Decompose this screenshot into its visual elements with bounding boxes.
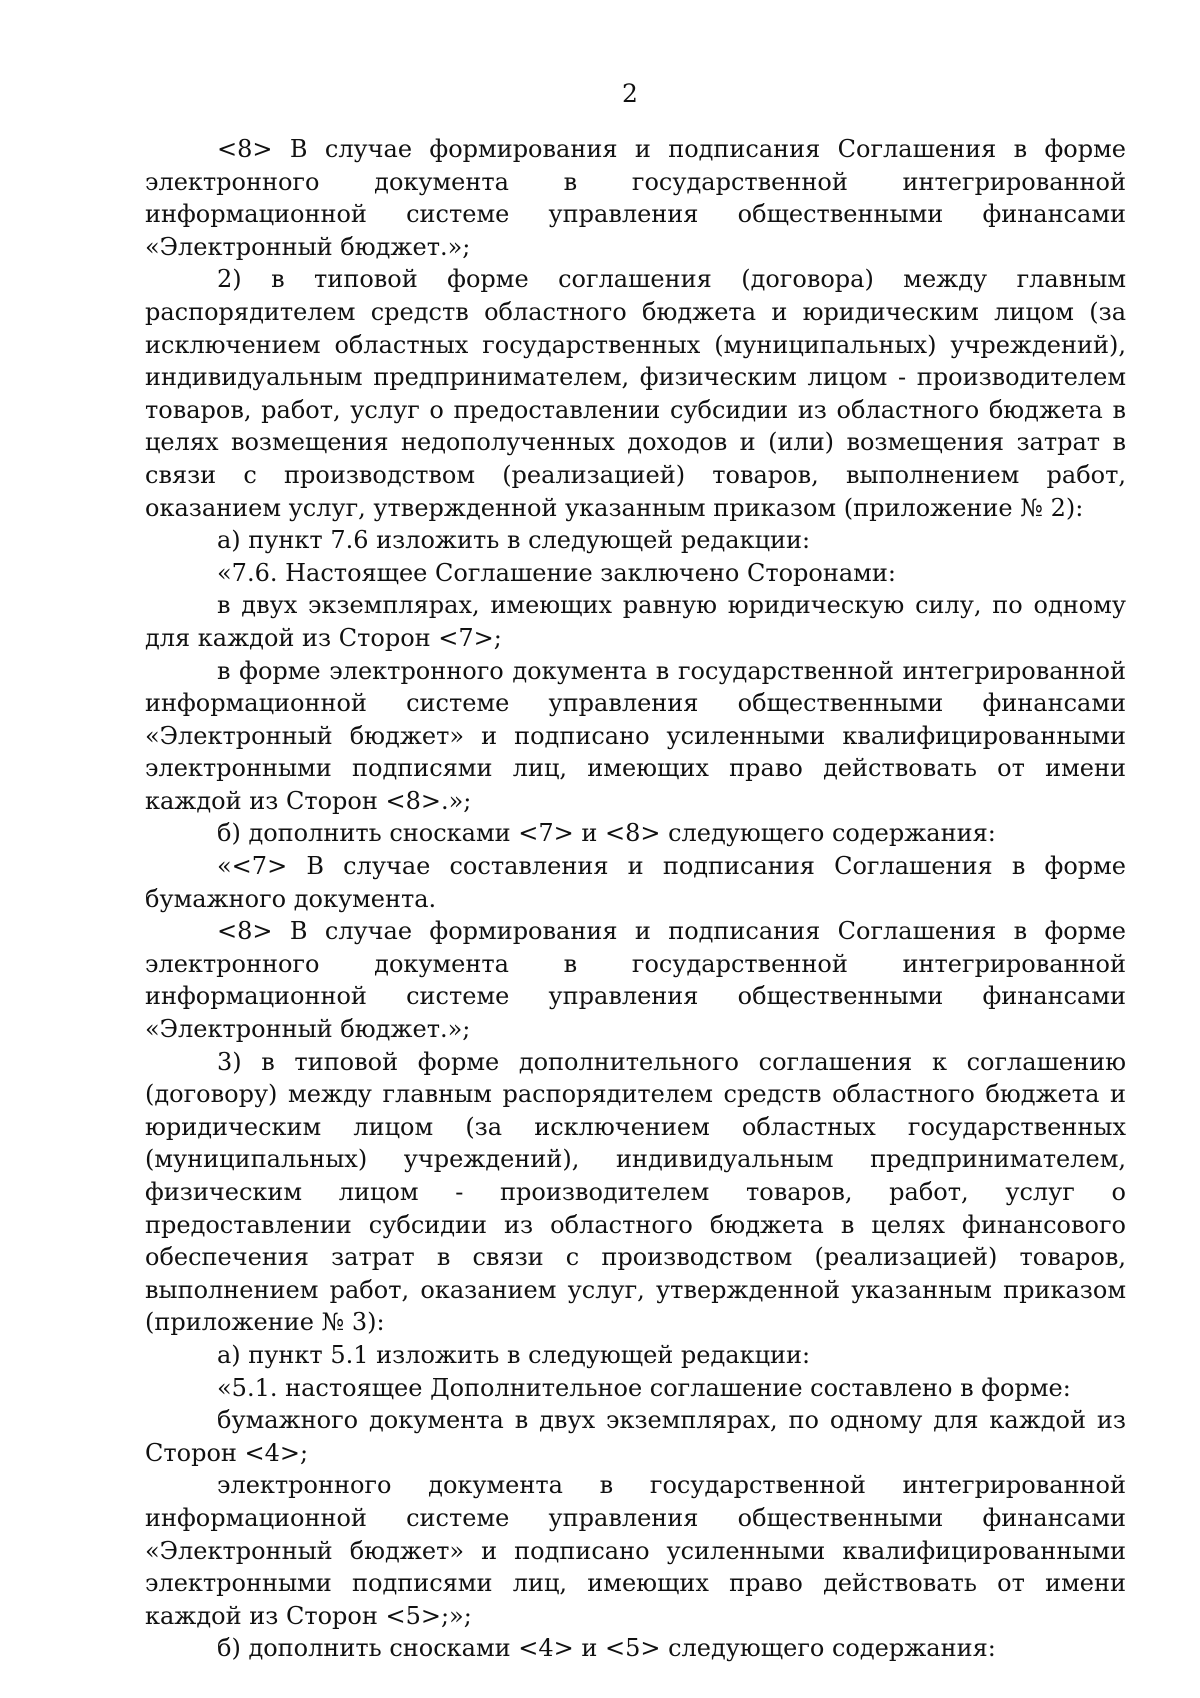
- clause-7-6-paragraph: «7.6. Настоящее Соглашение заключено Сторонами:: [217, 558, 896, 587]
- two-copies-paragraph: в двух экземплярах, имеющих равную юридическую силу, по одному для каждой из Сторон <7>;: [145, 591, 1126, 652]
- paper-document-paragraph: бумажного документа в двух экземплярах, по одному для каждой из Сторон <4>;: [145, 1406, 1126, 1467]
- footnote-8-repeat-paragraph: <8> В случае формирования и подписания Соглашения в форме электронного документа в государственной интегрированной информационной системе управления общественными финансами «Электронный бюджет.»;: [145, 917, 1126, 1044]
- subitem-a-7-6-paragraph: а) пункт 7.6 изложить в следующей редакции:: [217, 526, 811, 555]
- item-2-paragraph: 2) в типовой форме соглашения (договора) между главным распорядителем средств областного бюджета и юридическим лицом (за исключением областных государственных (муниципальных) учреждений), индивидуальным предпринимателем, физическим лицом - производителем товаров, работ, услуг о предоставлении субсидии из областного бюджета в целях возмещения недополученных доходов и (или) возмещения затрат в связи с производством (реализацией) товаров, выполнением работ, оказанием услуг, утвержденной указанным приказом (приложение № 2):: [145, 265, 1126, 522]
- item-3-paragraph: 3) в типовой форме дополнительного соглашения к соглашению (договору) между главным распорядителем средств областного бюджета и юридическим лицом (за исключением областных государственных (муниципальных) учреждений), индивидуальным предпринимателем, физическим лицом - производителем товаров, работ, услуг о предоставлении субсидии из областного бюджета в целях финансового обеспечения затрат в связи с производством (реализацией) товаров, выполнением работ, оказанием услуг, утвержденной указанным приказом (приложение № 3):: [145, 1047, 1126, 1337]
- electronic-document-paragraph: электронного документа в государственной интегрированной информационной системе управления общественными финансами «Электронный бюджет» и подписано усиленными квалифицированными электронными подписями лиц, имеющих право действовать от имени каждой из Сторон <5>;»;: [145, 1471, 1126, 1630]
- footnote-7-paragraph: «<7> В случае составления и подписания Соглашения в форме бумажного документа.: [145, 852, 1126, 913]
- document-body: [145, 133, 1126, 1665]
- electronic-form-paragraph: в форме электронного документа в государственной интегрированной информационной системе управления общественными финансами «Электронный бюджет» и подписано усиленными квалифицированными электронными подписями лиц, имеющих право действовать от имени каждой из Сторон <8>.»;: [145, 656, 1126, 815]
- subitem-b-footnotes-4-5-paragraph: б) дополнить сносками <4> и <5> следующего содержания:: [217, 1634, 996, 1663]
- page-number: 2: [622, 79, 638, 108]
- clause-5-1-paragraph: «5.1. настоящее Дополнительное соглашение составлено в форме:: [217, 1373, 1071, 1402]
- subitem-b-footnotes-7-8-paragraph: б) дополнить сносками <7> и <8> следующего содержания:: [217, 819, 996, 848]
- footnote-8-paragraph: <8> В случае формирования и подписания Соглашения в форме электронного документа в государственной интегрированной информационной системе управления общественными финансами «Электронный бюджет.»;: [145, 135, 1126, 261]
- subitem-a-5-1-paragraph: а) пункт 5.1 изложить в следующей редакции:: [217, 1340, 811, 1369]
